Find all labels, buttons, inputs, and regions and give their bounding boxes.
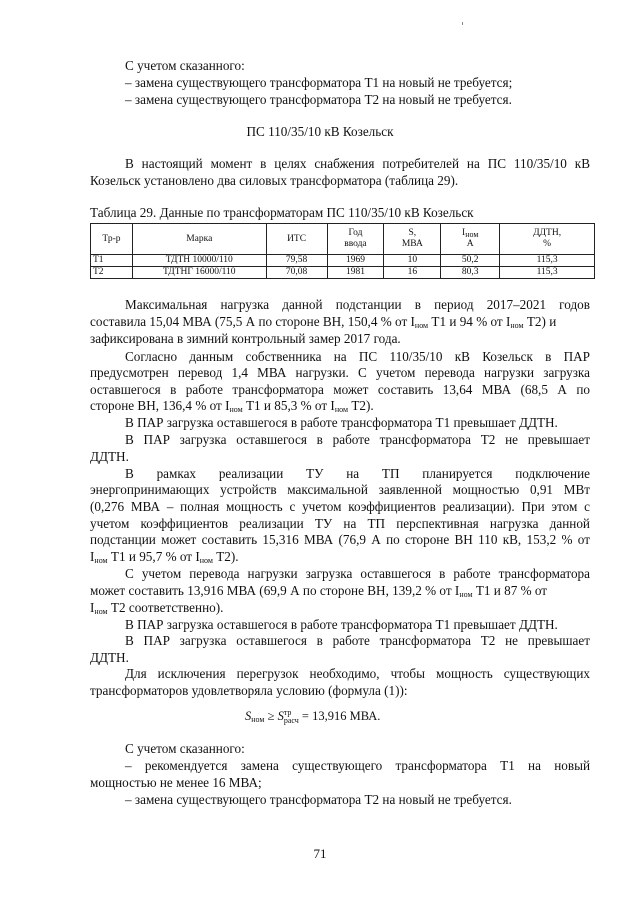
p3-line-1: Согласно данным собственника на ПС 110/35/10 кВ Козельск в ПАР <box>125 349 590 364</box>
formula-sup-tr: тр <box>283 708 292 717</box>
header-ddtn <box>500 224 595 255</box>
p7-l2-b: Т1 и 87 % от <box>472 583 548 598</box>
concl-line-2: – рекомендуется замена существующего трансформатора Т1 на новый <box>125 758 590 773</box>
nom-sub: ном <box>94 556 108 565</box>
p7-line-1: С учетом перевода нагрузки загрузка оставшегося в работе трансформатора <box>125 566 590 581</box>
para1-line-2: Козельск установлено два силовых трансформатора (таблица 29). <box>90 173 459 188</box>
p6-line-4: учетом коэффициентов реализации ТУ на ТП перспективная нагрузка данной <box>90 516 590 531</box>
p7-line-3 <box>90 600 223 616</box>
cell-power: 16 <box>384 267 441 279</box>
nom-sub: ном <box>94 607 108 616</box>
nom-sub: ном <box>199 556 213 565</box>
cell-current: 80,3 <box>441 267 500 279</box>
para1-line-1: В настоящий момент в целях снабжения потребителей на ПС 110/35/10 кВ <box>125 156 590 171</box>
table-header-row <box>91 224 595 255</box>
formula-s: S <box>245 709 252 723</box>
p7-l3-a: I <box>90 600 95 615</box>
scan-mark <box>462 22 463 25</box>
header-power-l2: МВА <box>401 239 423 249</box>
p7-line-2 <box>90 583 547 599</box>
p3-line-4 <box>90 398 374 414</box>
formula-sub-nom: ном <box>251 715 265 724</box>
nom-sub: ном <box>334 405 349 414</box>
header-transformer: Тр-р <box>91 224 133 255</box>
p2-line-1: Максимальная нагрузка данной подстанции в период 2017–2021 годов <box>125 297 590 312</box>
intro-line-2: – замена существующего трансформатора Т1 на новый не требуется; <box>125 75 513 90</box>
header-current <box>441 224 500 255</box>
p2-line-3: зафиксирована в зимний контрольный замер 2017 года. <box>90 331 401 346</box>
nom-sub: ном <box>459 590 473 599</box>
intro-line-3: – замена существующего трансформатора Т2 на новый не требуется. <box>125 92 512 107</box>
header-current-l2: А <box>466 239 474 249</box>
header-year-l2: ввода <box>344 239 367 249</box>
table-caption: Таблица 29. Данные по трансформаторам ПС 110/35/10 кВ Козельск <box>90 205 474 220</box>
formula-rest: = 13,916 МВА. <box>298 709 381 723</box>
p2-l2-c: Т2) и <box>523 314 557 329</box>
cell-ddtn: 115,3 <box>500 267 595 279</box>
p2-line-2 <box>90 314 556 330</box>
header-power-l1: S, <box>408 228 417 238</box>
table-row <box>91 267 595 279</box>
cell-its: 79,58 <box>266 255 327 267</box>
intro-line-1: С учетом сказанного: <box>125 58 245 73</box>
p5-line-2: ДДТН. <box>90 449 129 464</box>
concl-line-4: – замена существующего трансформатора Т2 на новый не требуется. <box>125 792 512 807</box>
p3-l4-c: Т2). <box>348 398 374 413</box>
header-power <box>384 224 441 255</box>
header-year-l1: Год <box>348 228 363 238</box>
cell-power: 10 <box>384 255 441 267</box>
transformer-table <box>90 223 595 279</box>
p6-l6-b: Т1 и 95,7 % от I <box>107 549 200 564</box>
p9-line-2: ДДТН. <box>90 650 129 665</box>
concl-line-1: С учетом сказанного: <box>125 741 245 756</box>
p6-line-2: энергопринимающих устройств максимальной заявленной мощностью 0,91 МВт <box>90 482 590 497</box>
cell-mark: ТДТН 10000/110 <box>132 255 266 267</box>
cell-year: 1981 <box>327 267 384 279</box>
p4-line: В ПАР загрузка оставшегося в работе трансформатора Т1 превышает ДДТН. <box>125 415 558 430</box>
p6-l6-a: I <box>90 549 95 564</box>
nom-sub: ном <box>510 321 524 330</box>
header-ddtn-l2: % <box>543 239 552 249</box>
cell-year: 1969 <box>327 255 384 267</box>
section-title: ПС 110/35/10 кВ Козельск <box>246 124 394 139</box>
p7-l3-b: Т2 соответственно). <box>107 600 224 615</box>
header-year <box>327 224 384 255</box>
cell-ddtn: 115,3 <box>500 255 595 267</box>
formula-ge: ≥ <box>264 709 278 723</box>
nom-sub: ном <box>414 321 429 330</box>
p2-l2-b: Т1 и 94 % от I <box>428 314 511 329</box>
p8-line: В ПАР загрузка оставшегося в работе трансформатора Т1 превышает ДДТН. <box>125 617 558 632</box>
p3-line-2: предусмотрен перевод 1,4 МВА нагрузки. С учетом перевода нагрузки загрузка <box>90 365 590 380</box>
p9-line-1: В ПАР загрузка оставшегося в работе трансформатора Т2 не превышает <box>125 633 590 648</box>
p2-l2-a: составила 15,04 МВА (75,5 А по стороне ВН, 150,4 % от I <box>90 314 415 329</box>
p10-line-1: Для исключения перегрузок необходимо, чтобы мощность существующих <box>125 666 590 681</box>
cell-transformer: Т1 <box>91 255 133 267</box>
header-current-l1: I <box>462 228 466 238</box>
p3-l4-b: Т1 и 85,3 % от I <box>242 398 335 413</box>
header-its: ИТС <box>266 224 327 255</box>
p5-line-1: В ПАР загрузка оставшегося в работе трансформатора Т2 не превышает <box>125 432 590 447</box>
cell-transformer: Т2 <box>91 267 133 279</box>
p6-l6-c: Т2). <box>212 549 239 564</box>
header-mark: Марка <box>132 224 266 255</box>
concl-line-3: мощностью не менее 16 МВА; <box>90 775 262 790</box>
p7-l2-a: может составить 13,916 МВА (69,9 А по стороне ВН, 139,2 % от I <box>90 583 460 598</box>
cell-mark: ТДТНГ 16000/110 <box>132 267 266 279</box>
p6-line-1: В рамках реализации ТУ на ТП планируется подключение <box>125 466 590 481</box>
header-current-sub: ном <box>465 230 479 239</box>
nom-sub: ном <box>229 405 243 414</box>
p10-line-2: трансформаторов удовлетворяла условию (формула (1)): <box>90 683 408 698</box>
cell-its: 70,08 <box>266 267 327 279</box>
table-row <box>91 255 595 267</box>
p6-line-3: (0,276 МВА – полная мощность с учетом коэффициентов реализации). При этом с <box>90 499 590 514</box>
page-number: 71 <box>313 846 327 861</box>
p3-line-3: оставшегося в работе трансформатора может составить 13,64 МВА (68,5 А по <box>90 382 590 397</box>
formula <box>245 708 380 725</box>
p6-line-5: подстанции может составить 15,316 МВА (76,9 А по стороне ВН 110 кВ, 153,2 % от <box>90 532 590 547</box>
formula-scripts <box>284 709 299 725</box>
cell-current: 50,2 <box>441 255 500 267</box>
formula-s2: S <box>277 709 284 723</box>
p6-line-6 <box>90 549 239 565</box>
header-ddtn-l1: ДДТН, <box>533 228 562 238</box>
p3-l4-a: стороне ВН, 136,4 % от I <box>90 398 230 413</box>
formula-sub-rasch: расч <box>283 716 299 725</box>
